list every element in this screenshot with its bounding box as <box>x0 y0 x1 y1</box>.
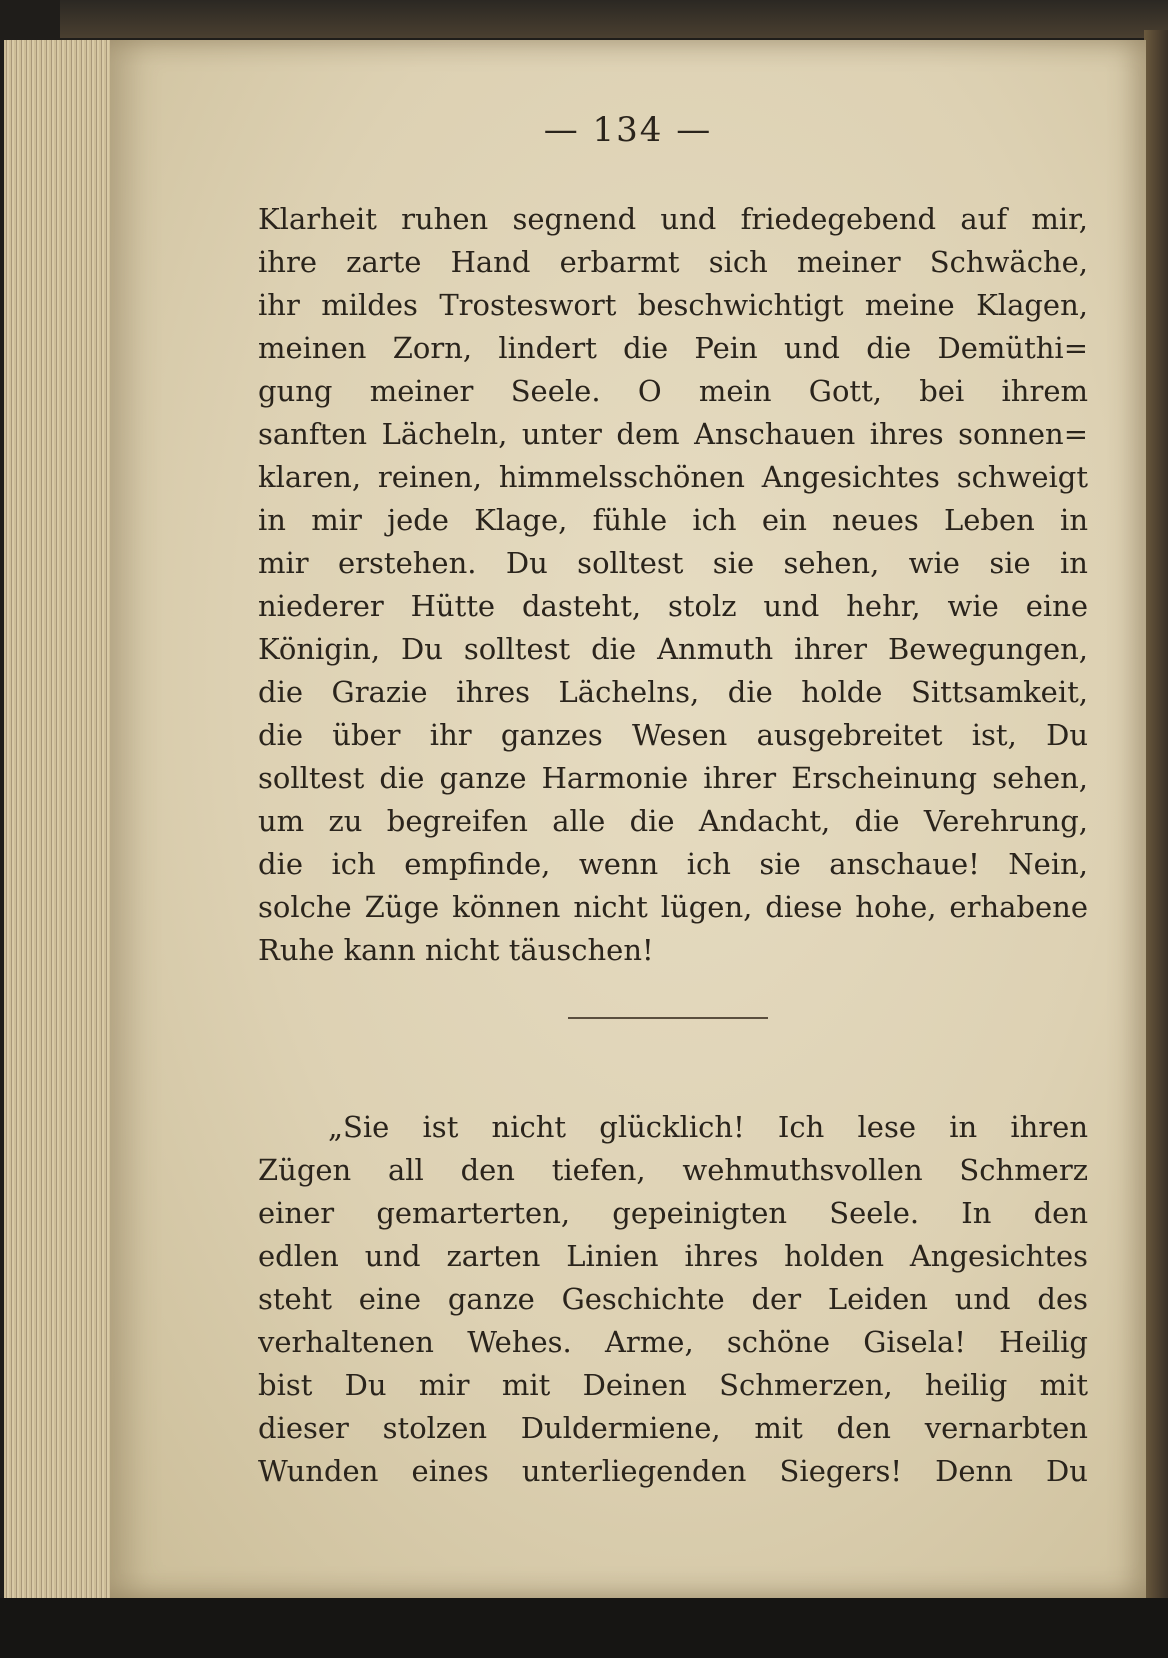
text-line: die über ihr ganzes Wesen ausgebreitet ist, Du <box>258 718 1088 752</box>
text-line: ihr mildes Trosteswort beschwichtigt meine Klagen, <box>258 288 1088 322</box>
text-line: dieser stolzen Duldermiene, mit den vernarbten <box>258 1411 1088 1445</box>
text-line: „Sie ist nicht glücklich! Ich lese in ihren <box>328 1110 1088 1144</box>
text-line: solche Züge können nicht lügen, diese hohe, erhabene <box>258 890 1088 924</box>
text-line: verhaltenen Wehes. Arme, schöne Gisela! Heilig <box>258 1325 1088 1359</box>
text-line: Klarheit ruhen segnend und friedegebend auf mir, <box>258 202 1088 236</box>
text-line: klaren, reinen, himmelsschönen Angesichtes schweigt <box>258 460 1088 494</box>
text-line: edlen und zarten Linien ihres holden Angesichtes <box>258 1239 1088 1273</box>
text-line: ihre zarte Hand erbarmt sich meiner Schwäche, <box>258 245 1088 279</box>
text-line: bist Du mir mit Deinen Schmerzen, heilig mit <box>258 1368 1088 1402</box>
text-line: um zu begreifen alle die Andacht, die Verehrung, <box>258 804 1088 838</box>
text-line: Königin, Du solltest die Anmuth ihrer Bewegungen, <box>258 632 1088 666</box>
text-line: Ruhe kann nicht täuschen! <box>258 933 654 967</box>
text-line: einer gemarterten, gepeinigten Seele. In den <box>258 1196 1088 1230</box>
book-cover-bottom <box>0 1598 1168 1658</box>
section-divider <box>568 1017 768 1019</box>
text-line: die ich empfinde, wenn ich sie anschaue! Nein, <box>258 847 1088 881</box>
text-line: meinen Zorn, lindert die Pein und die Demüthi= <box>258 331 1088 365</box>
text-line: solltest die ganze Harmonie ihrer Erscheinung sehen, <box>258 761 1088 795</box>
page-stack-edges <box>4 40 114 1598</box>
text-line: steht eine ganze Geschichte der Leiden und des <box>258 1282 1088 1316</box>
text-line: niederer Hütte dasteht, stolz und hehr, wie eine <box>258 589 1088 623</box>
text-line: Zügen all den tiefen, wehmuthsvollen Schmerz <box>258 1153 1088 1187</box>
text-line: mir erstehen. Du solltest sie sehen, wie sie in <box>258 546 1088 580</box>
text-line: sanften Lächeln, unter dem Anschauen ihres sonnen= <box>258 417 1088 451</box>
book-cover-right-edge <box>1144 30 1168 1600</box>
text-line: die Grazie ihres Lächelns, die holde Sittsamkeit, <box>258 675 1088 709</box>
book-cover-top <box>60 0 1168 38</box>
text-line: gung meiner Seele. O mein Gott, bei ihrem <box>258 374 1088 408</box>
paragraph-1 <box>258 198 1088 972</box>
text-line: in mir jede Klage, fühle ich ein neues Leben in <box>258 503 1088 537</box>
text-line: Wunden eines unterliegenden Siegers! Denn Du <box>258 1454 1088 1488</box>
page-number: — 134 — <box>543 110 713 150</box>
book-page <box>110 40 1146 1598</box>
paragraph-2 <box>258 1106 1088 1493</box>
